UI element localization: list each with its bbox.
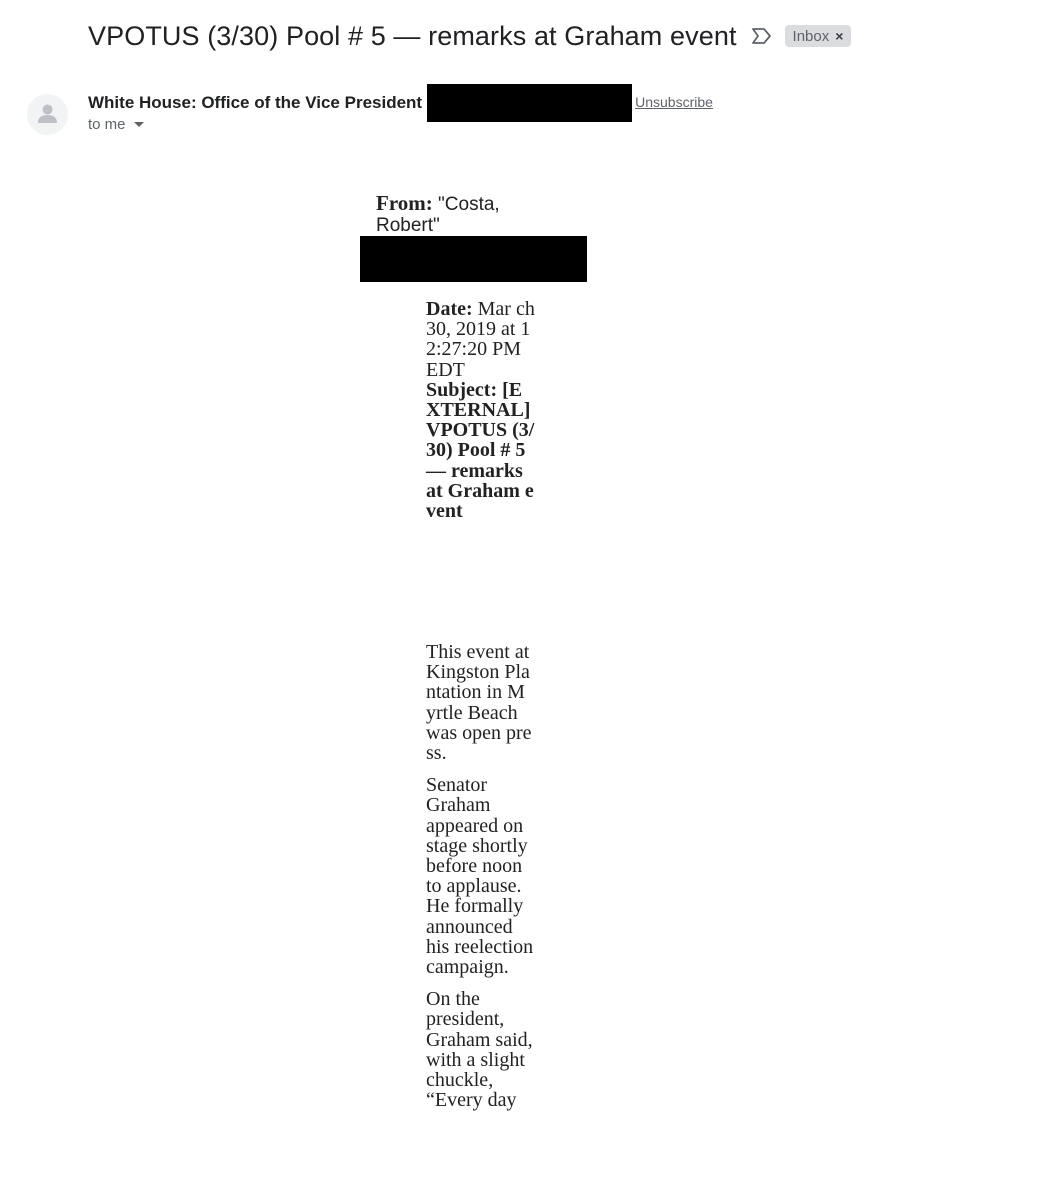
date-label: Date: bbox=[426, 298, 473, 320]
recipient-row bbox=[88, 116, 144, 133]
date-line bbox=[426, 299, 536, 380]
date-value: Mar ch 30, 2019 at 12:27:20 PM EDT bbox=[426, 298, 535, 381]
person-icon bbox=[27, 94, 68, 135]
message-body bbox=[426, 642, 534, 1122]
body-paragraph: On the president, Graham said, with a slight chuckle, “Every day bbox=[426, 988, 533, 1112]
body-paragraph: This event at Kingston Plantation in Myrtle Beach was open press. bbox=[426, 641, 532, 765]
remove-label-icon[interactable]: × bbox=[835, 28, 844, 44]
from-value: "Costa, Robert" bbox=[376, 194, 500, 236]
unsubscribe-link[interactable]: Unsubscribe bbox=[635, 94, 713, 110]
email-subject: VPOTUS (3/30) Pool # 5 — remarks at Graham event bbox=[88, 20, 737, 51]
sender-row bbox=[88, 84, 713, 122]
forwarded-from bbox=[376, 193, 536, 236]
subject-row bbox=[88, 16, 851, 56]
important-marker-icon[interactable] bbox=[751, 27, 773, 45]
subject-label: Subject: bbox=[426, 378, 498, 401]
sender-name[interactable]: White House: Office of the Vice President bbox=[88, 93, 423, 112]
label-chip-text: Inbox bbox=[792, 27, 830, 45]
redacted-sender-email bbox=[427, 84, 632, 122]
subject-line bbox=[426, 380, 536, 521]
sender-avatar[interactable] bbox=[27, 94, 68, 135]
recipient-text: to me bbox=[88, 116, 126, 133]
body-paragraph: Senator Graham appeared on stage shortly before noon to applause. He formally announced his reelection campaign. bbox=[426, 774, 534, 979]
redacted-from-email bbox=[360, 236, 587, 282]
subject-value: [EXTERNAL] VPOTUS (3/30) Pool # 5 — remarks at Graham event bbox=[426, 378, 535, 523]
recipient-details-caret-icon[interactable] bbox=[134, 122, 144, 127]
label-chip-inbox[interactable] bbox=[785, 25, 852, 47]
forwarded-meta bbox=[426, 299, 536, 521]
from-label: From: bbox=[376, 191, 433, 215]
